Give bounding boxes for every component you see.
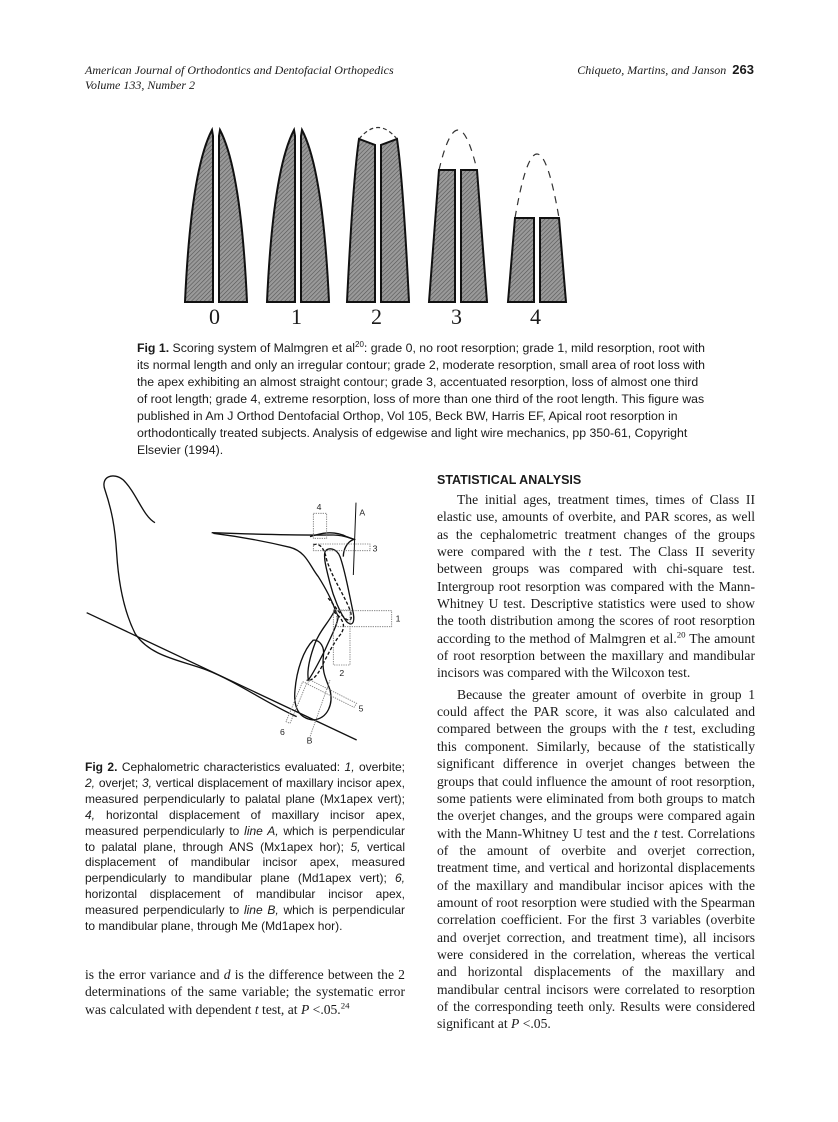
text-segment: Because the greater amount of overbite in group 1 could affect the PAR score, it was also calculated and compared between the groups with the <box>437 686 755 737</box>
text-segment: 3, <box>142 775 153 790</box>
text-segment: t <box>254 1001 259 1017</box>
text-segment: horizontal displacement of maxillary incisor apex, measured perpendicularly to <box>85 807 405 838</box>
lower-incisor-dashed <box>307 612 344 681</box>
figure-2-cephalometric-diagram <box>80 470 420 750</box>
text-segment: overbite; <box>354 760 405 774</box>
tooth-root-right-half <box>301 130 329 302</box>
tooth-root-left-half <box>347 139 375 302</box>
original-root-outline <box>515 154 559 218</box>
tooth-root-left-half <box>429 170 455 302</box>
text-segment: 4, <box>85 807 96 822</box>
section-heading: STATISTICAL ANALYSIS <box>437 473 582 487</box>
tooth-root-right-half <box>381 139 409 302</box>
text-segment: line A, <box>244 823 279 838</box>
paragraph <box>437 491 755 682</box>
text-segment: is the difference between the 2 determinations of the same variable; the systematic error was calculated with dependent <box>85 967 405 1017</box>
label-1: 1 <box>395 613 401 624</box>
tooth-root-right-half <box>540 218 566 302</box>
text-segment: <.05. <box>309 1001 341 1017</box>
journal-title: American Journal of Orthodontics and Dentofacial Orthopedics <box>85 63 394 77</box>
label-5: 5 <box>358 703 364 714</box>
text-segment: which is perpendicular to palatal plane, through ANS (Mx1apex hor); <box>85 823 405 854</box>
tooth-root-left-half <box>267 130 295 302</box>
text-segment: is the error variance and <box>85 967 224 982</box>
grade-label: 2 <box>371 304 382 329</box>
text-segment: P <box>300 1001 310 1017</box>
journal-volume: Volume 133, Number 2 <box>85 78 195 92</box>
paragraph <box>437 686 755 1033</box>
tooth-root-left-half <box>185 130 213 302</box>
figure-2-caption <box>85 760 405 935</box>
label-2: 2 <box>339 668 345 678</box>
caption-label: Fig 2. <box>85 760 118 774</box>
text-segment: Scoring system of Malmgren et al <box>169 341 356 355</box>
text-segment: 2, <box>85 775 96 790</box>
grade-label: 1 <box>291 304 302 329</box>
statistical-analysis-body <box>437 491 755 1033</box>
caption-label: Fig 1. <box>137 341 170 355</box>
left-column-text <box>85 966 405 1018</box>
grade-label: 4 <box>530 304 541 329</box>
label-6: 6 <box>280 727 285 737</box>
text-segment: d <box>223 967 231 982</box>
text-segment: 6, <box>394 871 405 886</box>
text-segment: Cephalometric characteristics evaluated: <box>117 760 345 774</box>
text-segment: line B, <box>243 903 279 918</box>
reference-superscript: 20 <box>676 629 686 640</box>
tooth-root-right-half <box>219 130 247 302</box>
reference-superscript: 24 <box>340 1000 350 1011</box>
original-root-outline <box>439 130 477 170</box>
original-root-outline <box>359 128 397 140</box>
symphysis-contour <box>295 640 331 720</box>
text-segment: vertical displacement of maxillary incisor apex, measured perpendicularly to palatal plane (Mx1apex vert); <box>85 775 405 806</box>
label-b: B <box>306 735 313 746</box>
figure-1-root-resorption-grades <box>0 0 838 340</box>
text-segment: test. Correlations of the amount of overbite and overjet correction, treatment time, and vertical and horizontal displacements of the maxillary and mandibular incisor apices with the amount of root resorption were studied with the Spearman correlation coefficient. For the first 3 variables (overbite and overjet correction, and treatment time), all incisors were considered in the correlation, whereas the vertical and horizontal displacements of the maxillary and mandibular central incisors were correlated to resorption of the corresponding teeth only. Results were considered significant at <box>437 825 756 1032</box>
upper-incisor-dashed <box>313 544 351 620</box>
text-segment: t <box>664 721 668 737</box>
figure-1-caption <box>137 340 709 459</box>
text-segment: test. The Class II severity between groups was compared with chi-square test. Intergroup root resorption was compared with the Mann-Whitney U test. Descriptive statistics were used to show the tooth distribution among the scores of root resorption according to the method of Malmgren et al. <box>437 544 755 646</box>
text-segment: t <box>588 544 593 560</box>
text-segment: which is perpendicular to mandibular plane, through Me (Md1apex hor). <box>85 903 406 934</box>
text-segment: overjet; <box>95 775 142 790</box>
label-4: 4 <box>316 502 322 512</box>
text-segment: horizontal displacement of mandibular incisor apex, measured perpendicularly to <box>85 887 405 918</box>
label-a: A <box>359 507 366 518</box>
text-segment: test, excluding this component. Similarly, because of the statistically significant difference in overjet changes between the groups that could influence the amount of root resorption, some patients were eliminated from both groups to match the overjet changes, and the groups were compared again with the Mann-Whitney U test and the <box>437 721 755 841</box>
text-segment: The amount of root resorption between the maxillary and mandibular incisors was compared with the Wilcoxon test. <box>437 630 755 681</box>
page-number: 263 <box>732 62 754 77</box>
text-segment: : grade 0, no root resorption; grade 1, mild resorption, root with its normal length and only an irregular contour; grade 2, moderate resorption, small area of root loss with the apex exhibiting an almost straight contour; grade 3, accentuated resorption, loss of almost one third of root length; grade 4, extreme resorption, loss of more than one third of the root length. This figure was published in Am J Orthod Dentofacial Orthop, Vol 105, Beck BW, Harris EF, Apical root resorption in orthodontically treated subjects. Analysis of edgewise and light wire mechanics, pp 350-61, Copyright Elsevier (1994). <box>137 341 705 457</box>
text-segment: P <box>511 1016 520 1032</box>
ramus-contour <box>104 476 297 717</box>
label-3: 3 <box>372 543 378 554</box>
text-segment: The initial ages, treatment times, times of Class II elastic use, amounts of overbite, and PAR scores, as well as the cephalometric treatment changes of the groups were compared with the <box>437 492 755 560</box>
nasal-contour <box>310 533 354 557</box>
text-segment: 1, <box>344 760 355 774</box>
grade-label: 0 <box>209 304 220 329</box>
text-segment: <.05. <box>519 1016 551 1032</box>
reference-superscript: 20 <box>355 339 364 349</box>
text-segment: 5, <box>350 839 361 854</box>
text-segment: test, at <box>258 1001 301 1017</box>
tooth-root-right-half <box>461 170 487 302</box>
authors: Chiqueto, Martins, and Janson <box>577 63 727 77</box>
tooth-root-left-half <box>508 218 534 302</box>
palate-contour <box>213 533 335 609</box>
grade-label: 3 <box>451 304 462 329</box>
text-segment: vertical displacement of mandibular incisor apex, measured perpendicularly to mandibular plane (Md1apex vert); <box>85 839 406 886</box>
text-segment: t <box>653 825 658 841</box>
